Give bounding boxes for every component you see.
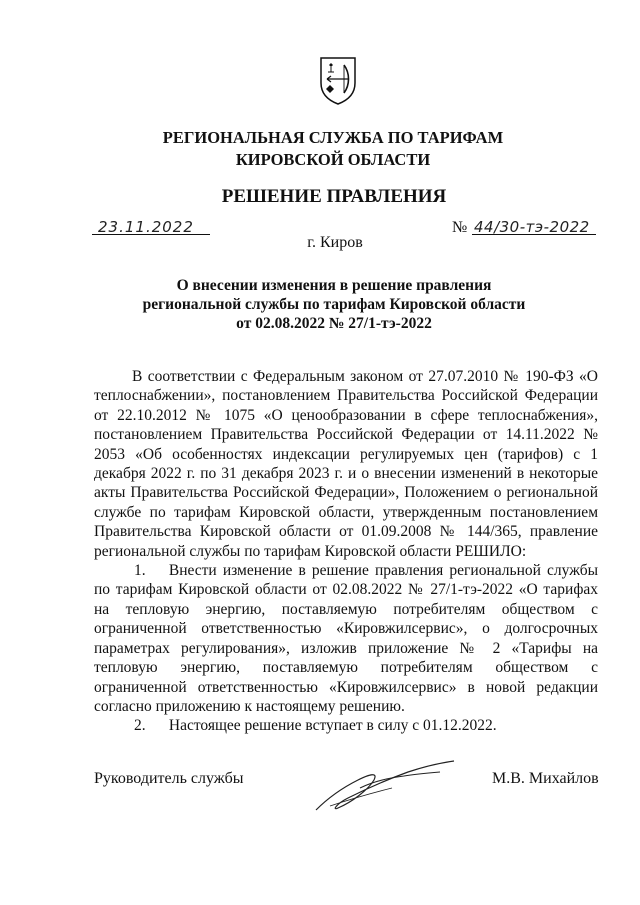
item-2-number: 2. [134, 717, 146, 735]
preamble-paragraph: В соответствии с Федеральным законом от 27.07.2010 № 190-ФЗ «О теплоснабжении», постановлением Правительства Российской Федерации от 22.10.2012 № 1075 «О ценообразовании в сфере теплоснабжения», постановлением Правительства Российской Федерации от 14.11.2022 № 2053 «Об особенностях индексации регулируемых цен (тарифов) с 1 декабря 2022 г. по 31 декабря 2023 г. и о внесении изменений в некоторые акты Правительства Российской Федерации», Положением о региональной службе по тарифам Кировской области, утвержденным постановлением Правительства Кировской области от 01.09.2008 № 144/365, правление региональной службы по тарифам Кировской области РЕШИЛО: [94, 368, 598, 560]
document-title: РЕШЕНИЕ ПРАВЛЕНИЯ [221, 186, 447, 207]
item-1-text: Внести изменение в решение правления региональной службы по тарифам Кировской области от 02.08.2022 № 27/1-тэ-2022 «О тарифах на тепловую энергию, поставляемую потребителям обществом с ограниченной ответственностью «Кировжилсервис», о долгосрочных параметрах регулирования», изложив приложение № 2 «Тарифы на тепловую энергию, поставляемую потребителям обществом с ограниченной ответственностью «Кировжилсервис» в новой редакции согласно приложению к настоящему решению. [94, 562, 598, 715]
handwritten-signature [308, 758, 458, 818]
subject-line: от 02.08.2022 № 27/1-тэ-2022 [236, 315, 432, 332]
document-date: 23.11.2022 [98, 218, 194, 236]
document-number-label: № [452, 219, 468, 236]
item-2-text: Настоящее решение вступает в силу с 01.12.2022. [168, 717, 497, 735]
coat-of-arms-icon [318, 55, 358, 105]
item-1 [94, 561, 598, 716]
document-subject [0, 276, 640, 333]
document-number: 44/30-тэ-2022 [474, 218, 590, 236]
signatory-position: Руководитель службы [94, 770, 244, 787]
organization-name-line2: КИРОВСКОЙ ОБЛАСТИ [235, 150, 431, 169]
document-body [94, 367, 598, 736]
item-2 [94, 716, 598, 735]
subject-line: О внесении изменения в решение правления [176, 277, 492, 294]
subject-line: региональной службы по тарифам Кировской области [142, 296, 526, 313]
signatory-name: М.В. Михайлов [492, 770, 599, 787]
item-1-number: 1. [134, 562, 146, 580]
document-city: г. Киров [307, 234, 363, 251]
organization-name-line1: РЕГИОНАЛЬНАЯ СЛУЖБА ПО ТАРИФАМ [162, 128, 504, 147]
